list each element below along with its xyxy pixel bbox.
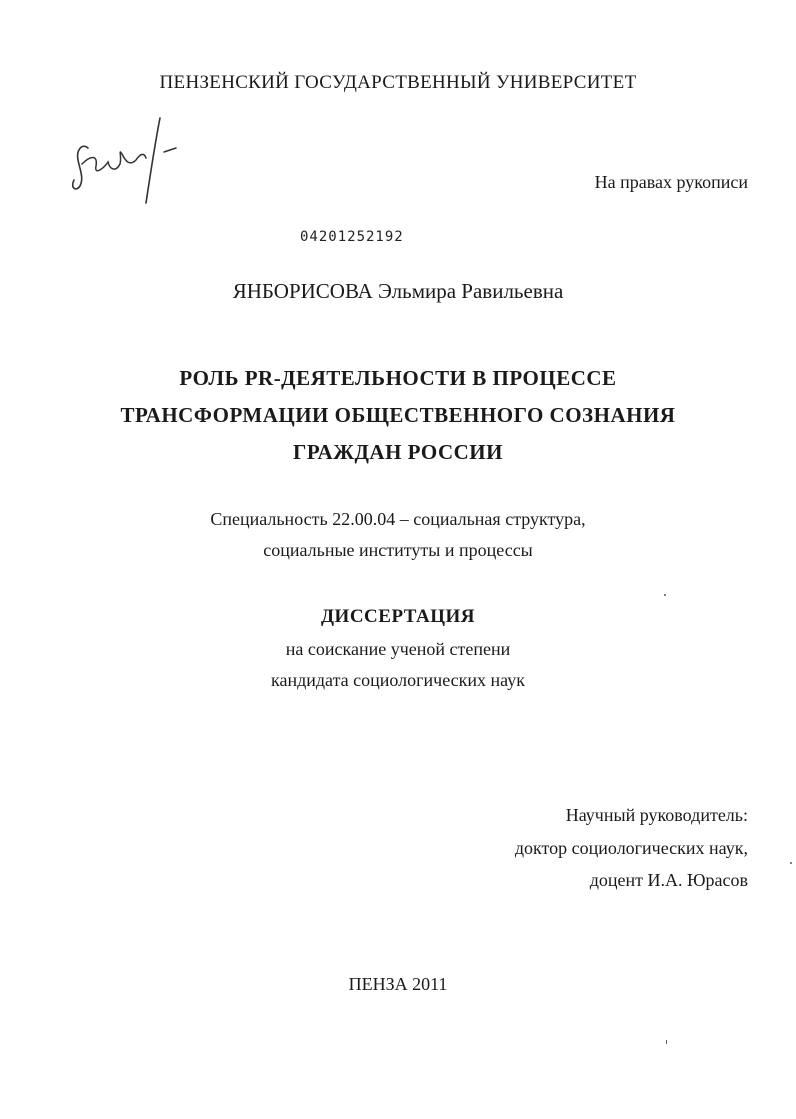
thesis-title-line-2: ТРАНСФОРМАЦИИ ОБЩЕСТВЕННОГО СОЗНАНИЯ [120, 403, 676, 427]
author-name: ЯНБОРИСОВА Эльмира Равильевна [232, 279, 564, 303]
thesis-title-line-1: РОЛЬ PR-ДЕЯТЕЛЬНОСТИ В ПРОЦЕССЕ [179, 366, 617, 390]
scan-speck [790, 862, 792, 864]
scan-speck [666, 1040, 667, 1044]
catalog-number: 04201252192 [300, 229, 404, 245]
city-year: ПЕНЗА 2011 [348, 974, 448, 994]
thesis-title-line-3: ГРАЖДАН РОССИИ [293, 440, 503, 464]
university-name: ПЕНЗЕНСКИЙ ГОСУДАРСТВЕННЫЙ УНИВЕРСИТЕТ [159, 72, 637, 93]
handwritten-signature [60, 108, 200, 218]
manuscript-rights-note: На правах рукописи [594, 172, 748, 192]
specialty-line-2: социальные институты и процессы [263, 540, 533, 560]
degree-line-2: кандидата социологических наук [271, 670, 525, 690]
dissertation-heading: ДИССЕРТАЦИЯ [320, 606, 476, 627]
advisor-label: Научный руководитель: [565, 805, 748, 825]
specialty-line-1: Специальность 22.00.04 – социальная структура, [210, 509, 586, 529]
advisor-name: доцент И.А. Юрасов [589, 870, 748, 890]
scan-speck [664, 594, 666, 596]
degree-line-1: на соискание ученой степени [285, 639, 511, 659]
advisor-degree: доктор социологических наук, [514, 838, 748, 858]
